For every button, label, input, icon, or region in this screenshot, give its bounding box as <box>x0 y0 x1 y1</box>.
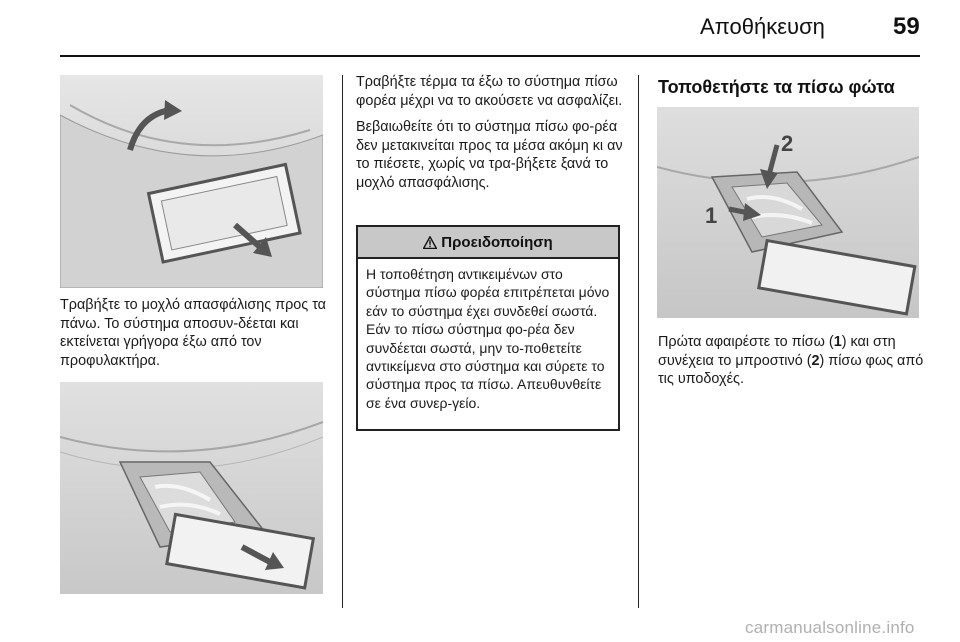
callout-2: 2 <box>781 131 794 156</box>
section-heading: Τοποθετήστε τα πίσω φώτα <box>658 77 895 97</box>
caption-rear-lights <box>658 333 928 389</box>
figure-carrier-extended <box>60 382 323 594</box>
warning-triangle-icon <box>423 236 437 249</box>
caption-part-c: ) πίσω φως από τις υποδοχές. <box>658 352 924 387</box>
warning-title: Προειδοποίηση <box>441 233 553 251</box>
paragraph-pull-out: Τραβήξτε τέρμα τα έξω το σύστημα πίσω φορέα μέχρι να το ακούσετε να ασφαλίζει. <box>356 74 623 109</box>
warning-header <box>358 227 618 259</box>
paragraph-check-lock: Βεβαιωθείτε ότι το σύστημα πίσω φο-ρέα δεν μετακινείται προς τα μέσα ακόμη κι αν το πιέσετε, χωρίς να τρα-βήξετε ξανά το μοχλό απασφάλισης. <box>356 119 623 191</box>
figure-release-lever <box>60 75 323 288</box>
watermark: carmanualsonline.info <box>745 618 915 637</box>
caption-number-1: 1 <box>833 334 842 350</box>
callout-1: 1 <box>705 203 718 228</box>
header-divider <box>60 55 920 57</box>
middle-text-block <box>356 73 626 200</box>
warning-text: Η τοποθέτηση αντικειμένων στο σύστημα πίσω φορέα επιτρέπεται μόνο εάν το σύστημα έχει συνδεθεί σωστά. Εάν το πίσω σύστημα φο-ρέα δεν συνδέεται σωστά, μην το-ποθετείτε αντικείμενα στο σύστημα και σύρετε το σύστημα προς τα πίσω. Απευθυνθείτε σε ένα συνερ-γείο. <box>366 266 610 411</box>
caption-part-a: Πρώτα αφαιρέστε το πίσω ( <box>658 334 834 350</box>
warning-box <box>356 225 620 431</box>
figure-rear-lights <box>657 107 919 318</box>
caption-release-lever: Τραβήξτε το μοχλό απασφάλισης προς τα πάνω. Το σύστημα αποσυν-δέεται και εκτείνεται γρήγορα έξω από τον προφυλακτήρα. <box>60 297 327 369</box>
caption-number-2: 2 <box>811 352 820 369</box>
column-divider-right <box>638 75 639 608</box>
page-number: 59 <box>893 13 920 40</box>
page-header-title: Αποθήκευση <box>700 14 825 39</box>
caption-part-b: ) και στη συνέχεια το μπροστινό ( <box>658 334 896 369</box>
column-divider-left <box>342 75 343 608</box>
